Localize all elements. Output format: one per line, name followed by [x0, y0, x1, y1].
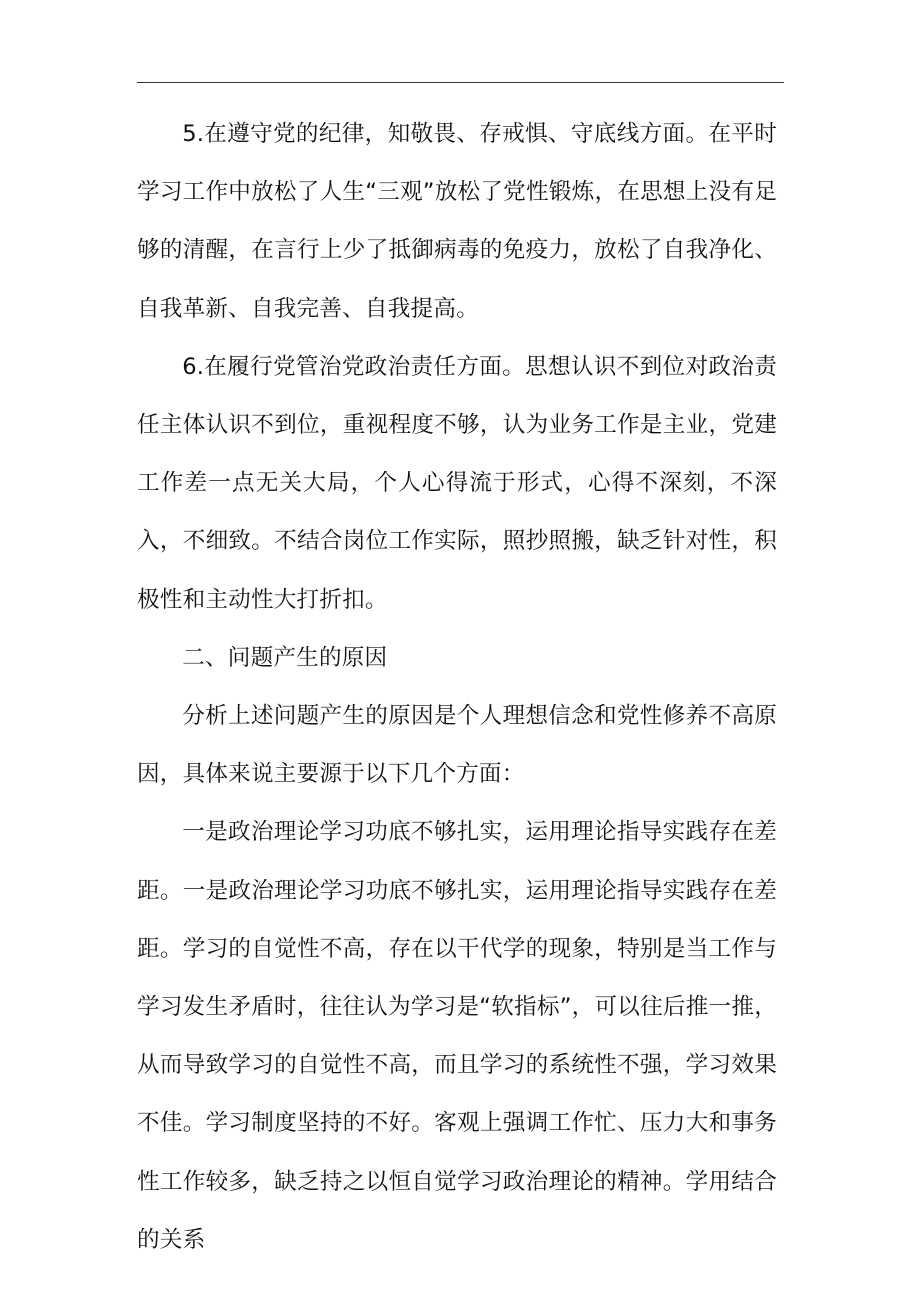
paragraph-cause-analysis: 分析上述问题产生的原因是个人理想信念和党性修养不高原因，具体来说主要源于以下几个方面： [137, 703, 777, 788]
section-heading-causes: 二、问题产生的原因 [182, 644, 388, 671]
header-rule [137, 82, 784, 83]
paragraph-discipline: 5.在遵守党的纪律，知敬畏、存戒惧、守底线方面。在平时学习工作中放松了人生“三观”放松了党性锻炼，在思想上没有足够的清醒，在言行上少了抵御病毒的免疫力，放松了自我净化、自我革新、自我完善、自我提高。 [137, 121, 777, 322]
paragraph-party-responsibility: 6.在履行党管治党政治责任方面。思想认识不到位对政治责任主体认识不到位，重视程度不够，认为业务工作是主业，党建工作差一点无关大局，个人心得流于形式，心得不深刻，不深入，不细致。不结合岗位工作实际，照抄照搬，缺乏针对性，积极性和主动性大打折扣。 [137, 353, 777, 613]
paragraph-theory-study: 一是政治理论学习功底不够扎实，运用理论指导实践存在差距。一是政治理论学习功底不够扎实，运用理论指导实践存在差距。学习的自觉性不高，存在以干代学的现象，特别是当工作与学习发生矛盾时，往往认为学习是“软指标”，可以往后推一推，从而导致学习的自觉性不高，而且学习的系统性不强，学习效果不佳。学习制度坚持的不好。客观上强调工作忙、压力大和事务性工作较多，缺乏持之以恒自觉学习政治理论的精神。学用结合的关系 [137, 819, 777, 1253]
document-body [137, 105, 777, 1269]
